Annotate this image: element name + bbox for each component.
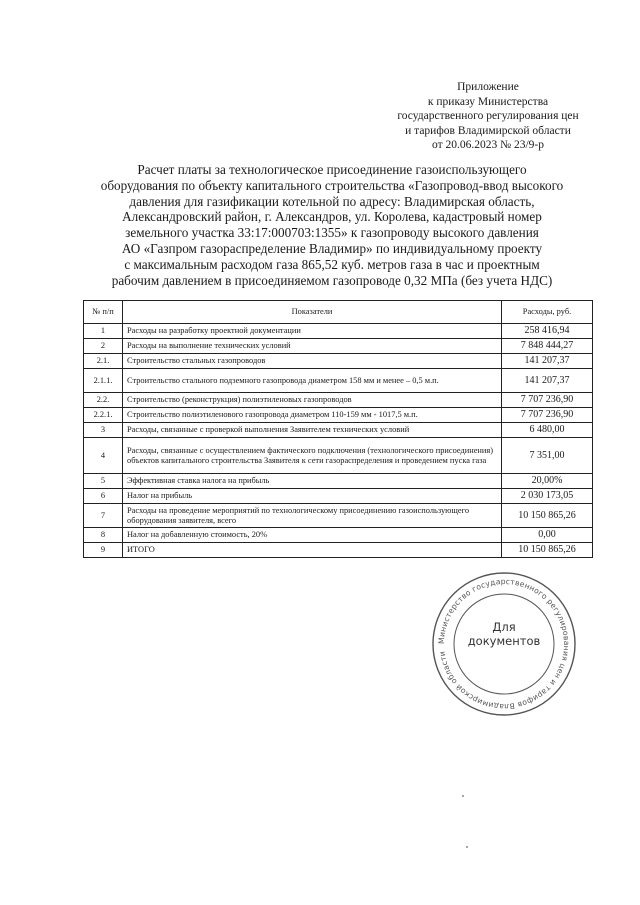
row-num: 2.2.1. <box>84 408 123 423</box>
row-num: 4 <box>84 438 123 474</box>
table-row <box>84 543 593 558</box>
stamp-center-text <box>430 620 578 648</box>
row-amount: 141 207,37 <box>502 354 593 369</box>
fees-table <box>83 300 593 558</box>
header-amount: Расходы, руб. <box>502 301 593 324</box>
table-row <box>84 354 593 369</box>
row-amount: 7 707 236,90 <box>502 408 593 423</box>
row-num: 6 <box>84 489 123 504</box>
scan-speck <box>462 795 464 797</box>
row-num: 9 <box>84 543 123 558</box>
stamp-center-line: документов <box>467 634 541 648</box>
appendix-line: государственного регулирования цен <box>397 110 579 122</box>
appendix-line: к приказу Министерства <box>427 95 549 108</box>
header-num: № п/п <box>84 301 123 324</box>
row-amount: 2 030 173,05 <box>502 489 593 504</box>
row-amount: 7 351,00 <box>502 438 593 474</box>
table-row <box>84 489 593 504</box>
row-num: 8 <box>84 528 123 543</box>
table-row <box>84 528 593 543</box>
row-amount: 7 848 444,27 <box>502 339 593 354</box>
title-line: земельного участка 33:17:000703:1355» к газопроводу высокого давления <box>125 225 539 241</box>
title-line: с максимальным расходом газа 865,52 куб. метров газа в час и проектным <box>124 256 540 272</box>
table-row <box>84 474 593 489</box>
row-name: Налог на добавленную стоимость, 20% <box>123 528 502 543</box>
scan-speck <box>466 846 468 848</box>
header-name: Показатели <box>123 301 502 324</box>
row-name: Расходы на выполнение технических условий <box>123 339 502 354</box>
row-name: Строительство (реконструкция) полиэтиленовых газопроводов <box>123 393 502 408</box>
appendix-block <box>388 80 588 153</box>
row-num: 3 <box>84 423 123 438</box>
row-amount: 141 207,37 <box>502 369 593 393</box>
title-line: Расчет платы за технологическое присоединение газоиспользующего <box>137 162 527 177</box>
row-num: 2.1.1. <box>84 369 123 393</box>
table-row <box>84 408 593 423</box>
row-amount: 258 416,94 <box>502 324 593 339</box>
title-line: рабочим давлением в присоединяемом газопроводе 0,32 МПа (без учета НДС) <box>111 272 553 288</box>
row-num: 7 <box>84 504 123 528</box>
row-amount: 20,00% <box>502 474 593 489</box>
table-row <box>84 423 593 438</box>
title-line: оборудования по объекту капитального строительства «Газопровод-ввод высокого <box>100 177 564 193</box>
table-row <box>84 393 593 408</box>
appendix-line: от 20.06.2023 № 23/9-р <box>432 139 544 151</box>
appendix-line: Приложение <box>457 81 519 93</box>
row-num: 2.2. <box>84 393 123 408</box>
row-num: 2 <box>84 339 123 354</box>
table-row <box>84 504 593 528</box>
row-amount: 10 150 865,26 <box>502 543 593 558</box>
title-line: давления для газификации котельной по адресу: Владимирская область, <box>129 193 535 209</box>
row-name: Расходы на проведение мероприятий по технологическому присоединению газоиспользующего оборудования заявителя, всего <box>123 504 502 528</box>
row-name: Строительство стального подземного газопровода диаметром 158 мм и менее – 0,5 м.п. <box>123 369 502 393</box>
table-row <box>84 369 593 393</box>
row-num: 5 <box>84 474 123 489</box>
row-name: Расходы, связанные с осуществлением фактического подключения (технологического присоединения) объектов капитального строительства Заявителя к сети газораспределения и проведением пуска газа <box>123 438 502 474</box>
row-num: 2.1. <box>84 354 123 369</box>
row-num: 1 <box>84 324 123 339</box>
document-title <box>82 162 582 288</box>
official-stamp <box>430 570 578 718</box>
row-name: Эффективная ставка налога на прибыль <box>123 474 502 489</box>
stamp-ring-text: Министерство государственного регулирования цен и тарифов Владимирской области <box>436 576 572 712</box>
row-name: Расходы, связанные с проверкой выполнения Заявителем технических условий <box>123 423 502 438</box>
row-name: Строительство стальных газопроводов <box>123 354 502 369</box>
row-name: Налог на прибыль <box>123 489 502 504</box>
table-row <box>84 324 593 339</box>
title-line: Александровский район, г. Александров, ул. Королева, кадастровый номер <box>122 209 542 225</box>
stamp-center-line: Для <box>492 620 516 634</box>
row-name: Строительство полиэтиленового газопровода диаметром 110-159 мм - 1017,5 м.п. <box>123 408 502 423</box>
appendix-line: и тарифов Владимирской области <box>405 124 571 137</box>
row-name: Расходы на разработку проектной документации <box>123 324 502 339</box>
row-amount: 6 480,00 <box>502 423 593 438</box>
table-header-row <box>84 301 593 324</box>
row-amount: 0,00 <box>502 528 593 543</box>
title-line: АО «Газпром газораспределение Владимир» по индивидуальному проекту <box>121 240 543 256</box>
table-row <box>84 339 593 354</box>
table-row <box>84 438 593 474</box>
row-amount: 10 150 865,26 <box>502 504 593 528</box>
row-name: ИТОГО <box>123 543 502 558</box>
row-amount: 7 707 236,90 <box>502 393 593 408</box>
